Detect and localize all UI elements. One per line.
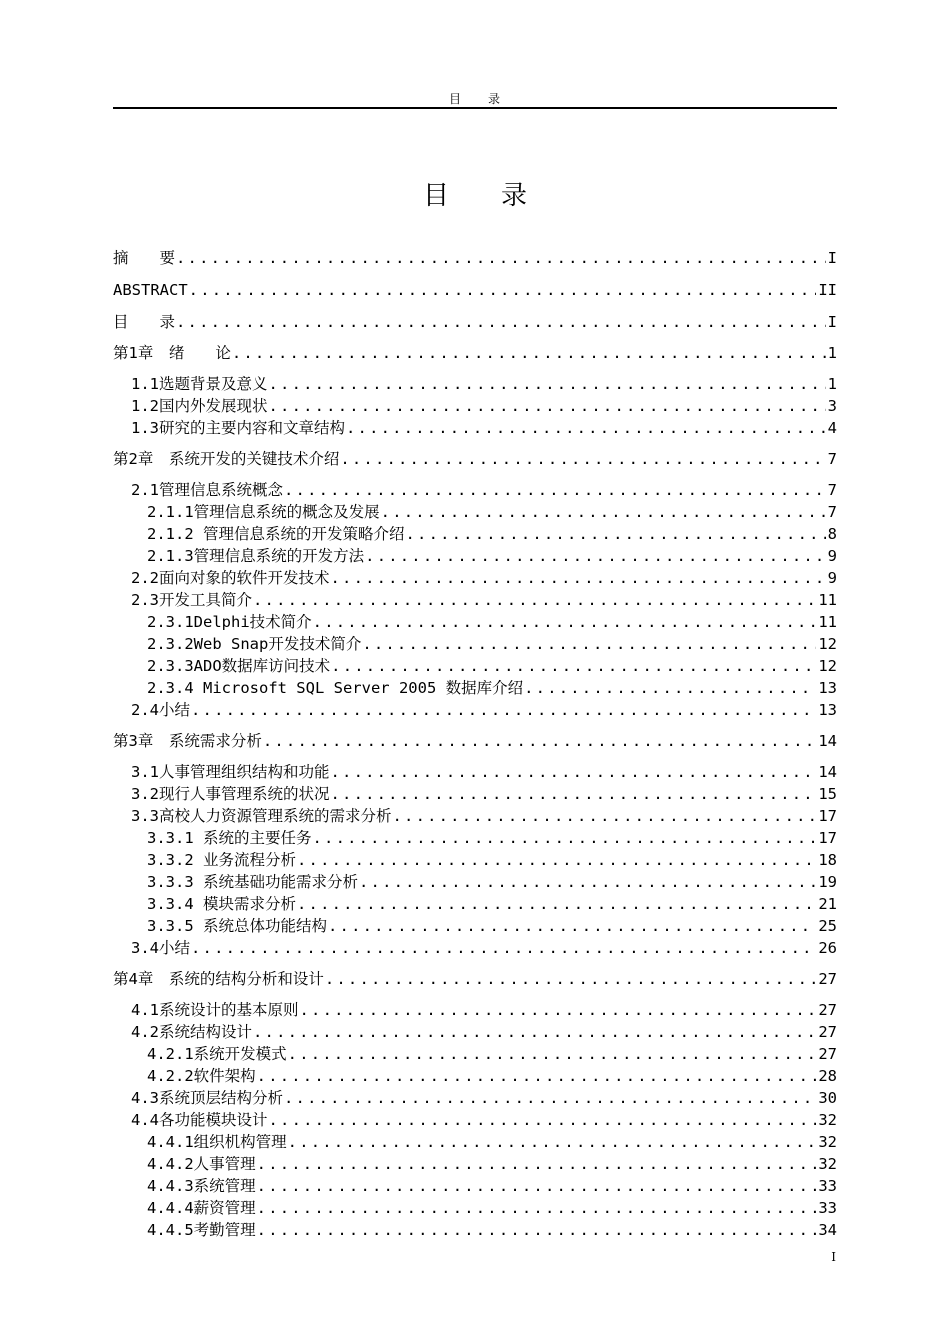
toc-leader-dots <box>406 523 826 545</box>
toc-leader-dots <box>359 871 816 893</box>
toc-entry-page: 17 <box>818 829 837 847</box>
toc-leader-dots <box>331 761 817 783</box>
toc-entry-label: 1.3研究的主要内容和文章结构 <box>131 419 345 437</box>
toc-entry[interactable] <box>147 501 837 523</box>
toc-entry-label: 2.2面向对象的软件开发技术 <box>131 569 330 587</box>
toc-leader-dots <box>300 999 817 1021</box>
toc-leader-dots <box>284 1087 816 1109</box>
toc-entry-label: 2.3.2Web Snap开发技术简介 <box>147 635 362 653</box>
running-header: 目 录 <box>448 92 501 106</box>
toc-entry[interactable] <box>147 1065 837 1087</box>
toc-entry-label: 3.4小结 <box>131 939 190 957</box>
toc-entry-page: 14 <box>818 732 837 750</box>
toc-entry-label: 3.2现行人事管理系统的状况 <box>131 785 330 803</box>
toc-entry-page: 4 <box>827 419 837 437</box>
toc-entry-label: 3.3.5 系统总体功能结构 <box>147 917 327 935</box>
toc-entry-page: 9 <box>827 547 837 565</box>
toc-entry-label: 4.2.2软件架构 <box>147 1067 256 1085</box>
toc-entry-page: 34 <box>818 1221 837 1239</box>
toc-entry-page: 7 <box>827 481 837 499</box>
toc-entry-label: 2.1.2 管理信息系统的开发策略介绍 <box>147 525 405 543</box>
toc-leader-dots <box>331 783 817 805</box>
toc-entry-page: 14 <box>818 763 837 781</box>
toc-leader-dots <box>313 827 817 849</box>
toc-entry[interactable] <box>147 1131 837 1153</box>
toc-entry-label: 1.1选题背景及意义 <box>131 375 268 393</box>
toc-leader-dots <box>331 655 816 677</box>
toc-entry-label: 4.4.1组织机构管理 <box>147 1133 287 1151</box>
header-rule <box>113 107 837 109</box>
toc-leader-dots <box>253 1021 816 1043</box>
toc-entry-label: 3.1人事管理组织结构和功能 <box>131 763 330 781</box>
toc-entry-label: 2.3.4 Microsoft SQL Server 2005 数据库介绍 <box>147 679 524 697</box>
toc-entry-page: 27 <box>818 970 837 988</box>
toc-entry-page: 7 <box>827 450 837 468</box>
toc-entry-label: 1.2国内外发展现状 <box>131 397 268 415</box>
toc-entry[interactable] <box>147 1219 837 1241</box>
toc-entry-page: 32 <box>818 1155 837 1173</box>
toc-leader-dots <box>269 373 826 395</box>
toc-entry[interactable] <box>131 479 837 501</box>
toc-entry[interactable] <box>147 1043 837 1065</box>
toc-entry[interactable] <box>131 937 837 959</box>
toc-entry-page: 27 <box>818 1001 837 1019</box>
toc-entry-page: 25 <box>818 917 837 935</box>
toc-entry-label: 2.1.1管理信息系统的概念及发展 <box>147 503 380 521</box>
toc-entry[interactable] <box>131 783 837 805</box>
toc-leader-dots <box>362 633 816 655</box>
toc-entry-page: II <box>818 281 837 299</box>
toc-entry-label: 3.3.1 系统的主要任务 <box>147 829 312 847</box>
toc-entry[interactable] <box>147 655 837 677</box>
toc-entry-page: 32 <box>818 1133 837 1151</box>
toc-entry-label: 4.4.4薪资管理 <box>147 1199 256 1217</box>
toc-entry[interactable] <box>131 417 837 439</box>
toc-leader-dots <box>381 501 826 523</box>
toc-leader-dots <box>340 448 825 470</box>
toc-entry[interactable] <box>131 999 837 1021</box>
page-title: 目 录 <box>422 181 527 211</box>
toc-entry-page: 12 <box>818 635 837 653</box>
toc-entry-label: 4.2.1系统开发模式 <box>147 1045 287 1063</box>
toc-entry-label: 4.4.5考勤管理 <box>147 1221 256 1239</box>
toc-entry[interactable] <box>113 730 837 752</box>
toc-entry-label: 摘 要 <box>113 249 176 267</box>
toc-entry-label: 3.3.4 模块需求分析 <box>147 895 296 913</box>
toc-entry[interactable] <box>147 871 837 893</box>
toc-entry-page: I <box>827 249 837 267</box>
toc-entry[interactable] <box>113 279 837 301</box>
toc-entry-label: 第3章 系统需求分析 <box>113 732 262 750</box>
toc-leader-dots <box>325 968 816 990</box>
toc-entry-page: 26 <box>818 939 837 957</box>
toc-leader-dots <box>257 1197 817 1219</box>
toc-entry-page: 3 <box>827 397 837 415</box>
toc-entry[interactable] <box>113 311 837 333</box>
toc-entry[interactable] <box>131 1021 837 1043</box>
toc-entry-label: 2.3.3ADO数据库访问技术 <box>147 657 331 675</box>
page-number: I <box>831 1250 836 1264</box>
toc-leader-dots <box>257 1219 817 1241</box>
toc-entry-page: 13 <box>818 701 837 719</box>
toc-entry-page: 15 <box>818 785 837 803</box>
toc-entry-page: 27 <box>818 1045 837 1063</box>
toc-entry-page: 33 <box>818 1177 837 1195</box>
toc-entry[interactable] <box>147 1197 837 1219</box>
toc-entry-label: 第4章 系统的结构分析和设计 <box>113 970 324 988</box>
toc-leader-dots <box>365 545 825 567</box>
toc-entry[interactable] <box>131 373 837 395</box>
toc-entry[interactable] <box>113 448 837 470</box>
toc-leader-dots <box>253 589 816 611</box>
toc-entry-page: 13 <box>818 679 837 697</box>
toc-leader-dots <box>331 567 826 589</box>
toc-entry[interactable] <box>131 699 837 721</box>
toc-entry-page: 11 <box>818 591 837 609</box>
toc-entry-label: 第2章 系统开发的关键技术介绍 <box>113 450 340 468</box>
toc-entry-page: 28 <box>818 1067 837 1085</box>
toc-entry-page: 18 <box>818 851 837 869</box>
toc-entry-page: 27 <box>818 1023 837 1041</box>
toc-leader-dots <box>288 1043 817 1065</box>
toc-entry-label: 2.1.3管理信息系统的开发方法 <box>147 547 365 565</box>
toc-entry-label: 4.1系统设计的基本原则 <box>131 1001 299 1019</box>
toc-entry-page: I <box>827 313 837 331</box>
toc-entry[interactable] <box>147 915 837 937</box>
toc-entry-page: 17 <box>818 807 837 825</box>
toc-entry-label: 第1章 绪 论 <box>113 344 231 362</box>
toc-entry[interactable] <box>113 342 837 364</box>
toc-entry[interactable] <box>131 1087 837 1109</box>
toc-entry-page: 30 <box>818 1089 837 1107</box>
toc-leader-dots <box>269 395 826 417</box>
toc-leader-dots <box>232 342 826 364</box>
toc-leader-dots <box>269 1109 817 1131</box>
toc-entry-label: 4.4.3系统管理 <box>147 1177 256 1195</box>
toc-entry-label: 4.4各功能模块设计 <box>131 1111 268 1129</box>
toc-entry[interactable] <box>147 893 837 915</box>
toc-entry[interactable] <box>147 523 837 545</box>
toc-entry-page: 21 <box>818 895 837 913</box>
toc-entry[interactable] <box>147 1175 837 1197</box>
toc-entry-page: 8 <box>827 525 837 543</box>
toc-entry-label: 2.3.1Delphi技术简介 <box>147 613 312 631</box>
toc-entry[interactable] <box>131 1109 837 1131</box>
toc-entry-label: 4.4.2人事管理 <box>147 1155 256 1173</box>
toc-leader-dots <box>257 1153 817 1175</box>
toc-entry-page: 1 <box>827 375 837 393</box>
toc-leader-dots <box>263 730 816 752</box>
toc-leader-dots <box>191 937 816 959</box>
toc-leader-dots <box>176 247 826 269</box>
toc-leader-dots <box>328 915 816 937</box>
toc-entry[interactable] <box>131 761 837 783</box>
toc-entry-label: 4.2系统结构设计 <box>131 1023 252 1041</box>
toc-leader-dots <box>191 699 816 721</box>
toc-leader-dots <box>288 1131 817 1153</box>
toc-entry-page: 32 <box>818 1111 837 1129</box>
toc-entry-page: 19 <box>818 873 837 891</box>
toc-entry-label: 目 录 <box>113 313 176 331</box>
toc-entry-label: 2.4小结 <box>131 701 190 719</box>
toc-entry[interactable] <box>113 968 837 990</box>
toc-leader-dots <box>257 1175 817 1197</box>
toc-leader-dots <box>176 311 826 333</box>
toc-leader-dots <box>524 677 816 699</box>
toc-leader-dots <box>297 849 816 871</box>
toc-entry[interactable] <box>113 247 837 269</box>
toc-leader-dots <box>346 417 826 439</box>
toc-entry-label: 3.3.2 业务流程分析 <box>147 851 296 869</box>
toc-entry-page: 33 <box>818 1199 837 1217</box>
toc-entry[interactable] <box>131 805 837 827</box>
toc-entry-page: 9 <box>827 569 837 587</box>
toc-leader-dots <box>284 479 826 501</box>
toc-entry-page: 12 <box>818 657 837 675</box>
toc-entry[interactable] <box>147 633 837 655</box>
toc-entry[interactable] <box>131 395 837 417</box>
toc-entry-label: 2.1管理信息系统概念 <box>131 481 283 499</box>
toc-entry-page: 11 <box>818 613 837 631</box>
toc-entry-page: 7 <box>827 503 837 521</box>
toc-entry-label: 2.3开发工具简介 <box>131 591 252 609</box>
toc-entry-label: 4.3系统顶层结构分析 <box>131 1089 283 1107</box>
toc-entry[interactable] <box>147 827 837 849</box>
toc-entry[interactable] <box>131 567 837 589</box>
toc-entry[interactable] <box>147 849 837 871</box>
toc-entry[interactable] <box>131 589 837 611</box>
toc-entry[interactable] <box>147 677 837 699</box>
toc-entry[interactable] <box>147 611 837 633</box>
toc-leader-dots <box>313 611 817 633</box>
toc-entry-label: 3.3高校人力资源管理系统的需求分析 <box>131 807 392 825</box>
toc-entry[interactable] <box>147 1153 837 1175</box>
toc-leader-dots <box>297 893 816 915</box>
toc-entry-label: 3.3.3 系统基础功能需求分析 <box>147 873 358 891</box>
toc-entry[interactable] <box>147 545 837 567</box>
toc-leader-dots <box>189 279 817 301</box>
toc-leader-dots <box>257 1065 817 1087</box>
toc-entry-label: ABSTRACT <box>113 281 188 299</box>
toc-entry-page: 1 <box>827 344 837 362</box>
toc-leader-dots <box>393 805 817 827</box>
